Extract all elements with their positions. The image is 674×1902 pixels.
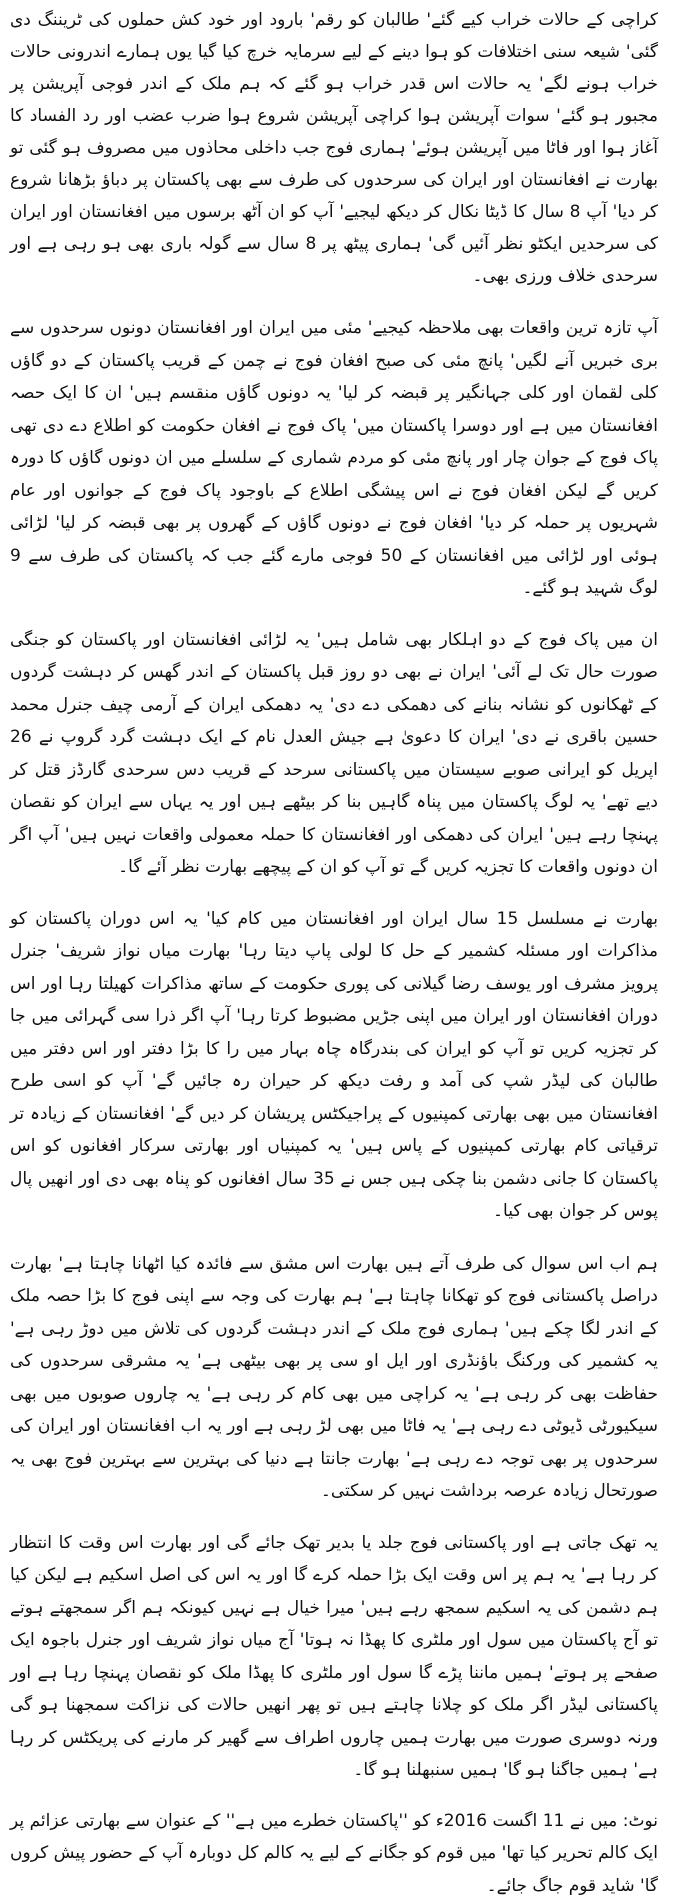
article-paragraph-1: کراچی کے حالات خراب کیے گئے' طالبان کو رقم' بارود اور خود کش حملوں کی ٹریننگ دی گئی' شیعہ سنی اختلافات کو ہوا دینے کے لیے سرمایہ خرچ کیا گیا یوں ہمارے اندرونی حالات خراب ہونے لگے' یہ حالات اس قدر خراب ہو گئے کہ ہم ملک کے اندر فوجی آپریشن پر مجبور ہو گئے' سوات آپریشن ہوا کراچی آپریشن شروع ہوا ضرب عضب اور رد الفساد کا آغاز ہوا اور فاٹا میں آپریشن ہوئے' ہماری فوج جب داخلی محاذوں میں مصروف ہو گئی تو بھارت نے افغانستان اور ایران کی سرحدوں کی طرف سے بھی پاکستان پر دباؤ بڑھانا شروع کر دیا' آپ 8 سال کا ڈیٹا نکال کر دیکھ لیجیے' آپ کو ان آٹھ برسوں میں افغانستان اور ایران کی سرحدیں ایکٹو نظر آئیں گی' ہماری پیٹھ پر 8 سال سے گولہ باری بھی ہو رہی ہے اور سرحدی خلاف ورزی بھی۔: [10, 4, 658, 292]
article-paragraph-2: آپ تازہ ترین واقعات بھی ملاحظہ کیجیے' مئی میں ایران اور افغانستان دونوں سرحدوں سے بری خبریں آنے لگیں' پانچ مئی کی صبح افغان فوج نے چمن کے قریب پاکستان کے دو گاؤں کلی لقمان اور کلی جہانگیر پر قبضہ کر لیا' یہ دونوں گاؤں منقسم ہیں' ان کا ایک حصہ افغانستان میں ہے اور دوسرا پاکستان میں' پاک فوج نے افغان حکومت کو اطلاع دے دی تھی پاک فوج کے جوان چار اور پانچ مئی کو مردم شماری کے سلسلے میں ان دونوں گاؤں کا دورہ کریں گے لیکن افغان فوج نے اس پیشگی اطلاع کے باوجود پاک فوج کے جوانوں اور عام شہریوں پر حملہ کر دیا' افغان فوج نے دونوں گاؤں کے گھروں پر بھی قبضہ کر لیا' لڑائی ہوئی اور لڑائی میں افغانستان کے 50 فوجی مارے گئے جب کہ پاکستان کی طرف سے 9 لوگ شہید ہو گئے۔: [10, 312, 658, 605]
article-paragraph-3: ان میں پاک فوج کے دو اہلکار بھی شامل ہیں' یہ لڑائی افغانستان اور پاکستان کو جنگی صورت حال تک لے آئی' ایران نے بھی دو روز قبل پاکستان کے اندر گھس کر دہشت گردوں کے ٹھکانوں کو نشانہ بنانے کی دھمکی دے دی' یہ دھمکی ایران کے آرمی چیف جنرل محمد حسین باقری نے دی' ایران کا دعویٰ ہے جیش العدل نام کے ایک دہشت گرد گروپ نے 26 اپریل کو ایرانی صوبے سیستان میں پاکستانی سرحد کے قریب دس سرحدی گارڈز قتل کر دیے تھے' یہ لوگ پاکستان میں پناہ گاہیں بنا کر بیٹھے ہیں اور یہ یہاں سے ایران کو نقصان پہنچا رہے ہیں' ایران کی دھمکی اور افغانستان کا حملہ معمولی واقعات نہیں ہیں' آپ اگر ان دونوں واقعات کا تجزیہ کریں گے تو آپ کو ان کے پیچھے بھارت نظر آئے گا۔: [10, 624, 658, 884]
article-paragraph-4: بھارت نے مسلسل 15 سال ایران اور افغانستان میں کام کیا' یہ اس دوران پاکستان کو مذاکرات اور مسئلہ کشمیر کے حل کا لولی پاپ دیتا رہا' بھارت میاں نواز شریف' جنرل پرویز مشرف اور یوسف رضا گیلانی کی پوری حکومت کے ساتھ مذاکرات کھیلتا رہا اور اس دوران افغانستان اور ایران میں اپنی جڑیں مضبوط کرتا رہا' آپ اگر ذرا سی گہرائی میں جا کر تجزیہ کریں تو آپ کو ایران کی بندرگاہ چاہ بہار میں را کا بڑا دفتر اور اس دفتر میں طالبان کی لیڈر شپ کی آمد و رفت دیکھ کر حیران رہ جائیں گے' آپ کو اسی طرح افغانستان میں بھی بھارتی کمپنیوں کے پراجیکٹس پریشان کر دیں گے' افغانستان کے زیادہ تر ترقیاتی کام بھارتی کمپنیوں کے پاس ہیں' یہ کمپنیاں اور بھارتی سرکار افغانوں کو اس پاکستان کا جانی دشمن بنا چکی ہیں جس نے 35 سال افغانوں کو پناہ بھی دی اور انھیں پال پوس کر جوان بھی کیا۔: [10, 903, 658, 1228]
article-paragraph-5: ہم اب اس سوال کی طرف آتے ہیں بھارت اس مشق سے فائدہ کیا اٹھانا چاہتا ہے' بھارت دراصل پاکستانی فوج کو تھکانا چاہتا ہے' ہم بھارت کی وجہ سے اپنی فوج کا بڑا حصہ ملک کے اندر لگا چکے ہیں' ہماری فوج ملک کے اندر دہشت گردوں کی تلاش میں دوڑ رہی ہے' یہ کشمیر کی ورکنگ باؤنڈری اور ایل او سی پر بھی بیٹھی ہے' یہ مشرقی سرحدوں کی حفاظت بھی کر رہی ہے' یہ کراچی میں بھی کام کر رہی ہے' یہ چاروں صوبوں میں بھی سیکیورٹی ڈیوٹی دے رہی ہے' یہ فاٹا میں بھی لڑ رہی ہے اور یہ اب افغانستان اور ایران کی سرحدوں پر بھی توجہ دے رہی ہے' بھارت جانتا ہے دنیا کی بہترین سے بہترین فوج بھی یہ صورتحال زیادہ عرصہ برداشت نہیں کر سکتی۔: [10, 1248, 658, 1508]
article-column: [10, 4, 658, 1902]
article-paragraph-6: یہ تھک جاتی ہے اور پاکستانی فوج جلد یا بدیر تھک جائے گی اور بھارت اس وقت کا انتظار کر رہا ہے' یہ ہم پر اس وقت ایک بڑا حملہ کرے گا اور یہ اس کی اصل اسکیم ہے لیکن کیا ہم دشمن کی یہ اسکیم سمجھ رہے ہیں' میرا خیال ہے نہیں کیونکہ ہم اگر سمجھتے ہوتے تو آج پاکستان میں سول اور ملٹری کا پھڈا نہ ہوتا' آج میاں نواز شریف اور جنرل باجوہ ایک صفحے پر ہوتے' ہمیں ماننا پڑے گا سول اور ملٹری کا پھڈا ملک کو نقصان پہنچا رہا ہے اور پاکستانی لیڈر اگر ملک کو چلانا چاہتے ہیں تو پھر انھیں حالات کی نزاکت سمجھنا ہو گی ورنہ دوسری صورت میں بھارت ہمیں چاروں اطراف سے گھیر کر مارنے کی پریکٹس کر رہا ہے' ہمیں جاگنا ہو گا' ہمیں سنبھلنا ہو گا۔: [10, 1527, 658, 1787]
article-note-paragraph: نوٹ: میں نے 11 اگست 2016ء کو ''پاکستان خطرے میں ہے'' کے عنوان سے بھارتی عزائم پر ایک کالم تحریر کیا تھا' میں قوم کو جگانے کے لیے یہ کالم کل دوبارہ آپ کے حضور پیش کروں گا' شاید قوم جاگ جائے۔: [10, 1805, 658, 1902]
